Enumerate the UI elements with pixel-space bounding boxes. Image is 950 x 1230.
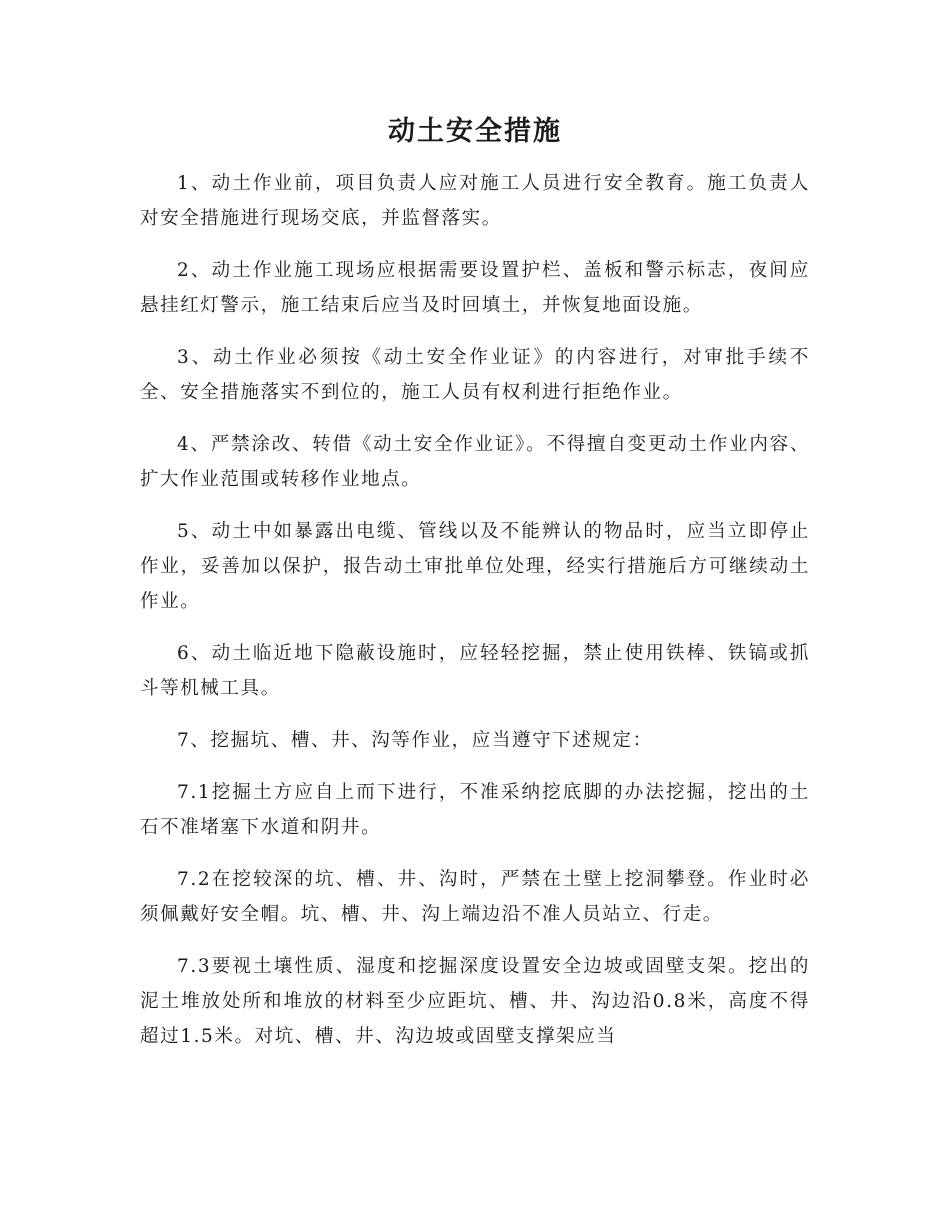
paragraph-5: 5、动土中如暴露出电缆、管线以及不能辨认的物品时，应当立即停止作业，妥善加以保护，报告动土审批单位处理，经实行措施后方可继续动土作业。	[140, 521, 810, 612]
paragraph-2: 2、动土作业施工现场应根据需要设置护栏、盖板和警示标志，夜间应悬挂红灯警示，施工结束后应当及时回填土，并恢复地面设施。	[140, 260, 810, 316]
paragraph-7: 7、挖掘坑、槽、井、沟等作业，应当遵守下述规定：	[177, 730, 653, 751]
document-body	[140, 166, 810, 1071]
paragraph-4: 4、严禁涂改、转借《动土安全作业证》。不得擅自变更动土作业内容、扩大作业范围或转移作业地点。	[140, 434, 810, 490]
document-title: 动土安全措施	[388, 116, 562, 147]
paragraph-7-1: 7.1挖掘土方应自上而下进行，不准采纳挖底脚的办法挖掘，挖出的土石不准堵塞下水道和阴井。	[140, 782, 810, 838]
paragraph-3: 3、动土作业必须按《动土安全作业证》的内容进行，对审批手续不全、安全措施落实不到位的，施工人员有权利进行拒绝作业。	[140, 347, 810, 403]
paragraph-6: 6、动土临近地下隐蔽设施时，应轻轻挖掘，禁止使用铁棒、铁镐或抓斗等机械工具。	[140, 643, 810, 699]
paragraph-7-3: 7.3要视土壤性质、湿度和挖掘深度设置安全边坡或固壁支架。挖出的泥土堆放处所和堆放的材料至少应距坑、槽、井、沟边沿0.8米，高度不得超过1.5米。对坑、槽、井、沟边坡或固壁支撑架应当	[140, 956, 810, 1047]
paragraph-7-2: 7.2在挖较深的坑、槽、井、沟时，严禁在土壁上挖洞攀登。作业时必须佩戴好安全帽。坑、槽、井、沟上端边沿不准人员站立、行走。	[140, 869, 810, 925]
paragraph-1: 1、动土作业前，项目负责人应对施工人员进行安全教育。施工负责人对安全措施进行现场交底，并监督落实。	[140, 173, 810, 229]
